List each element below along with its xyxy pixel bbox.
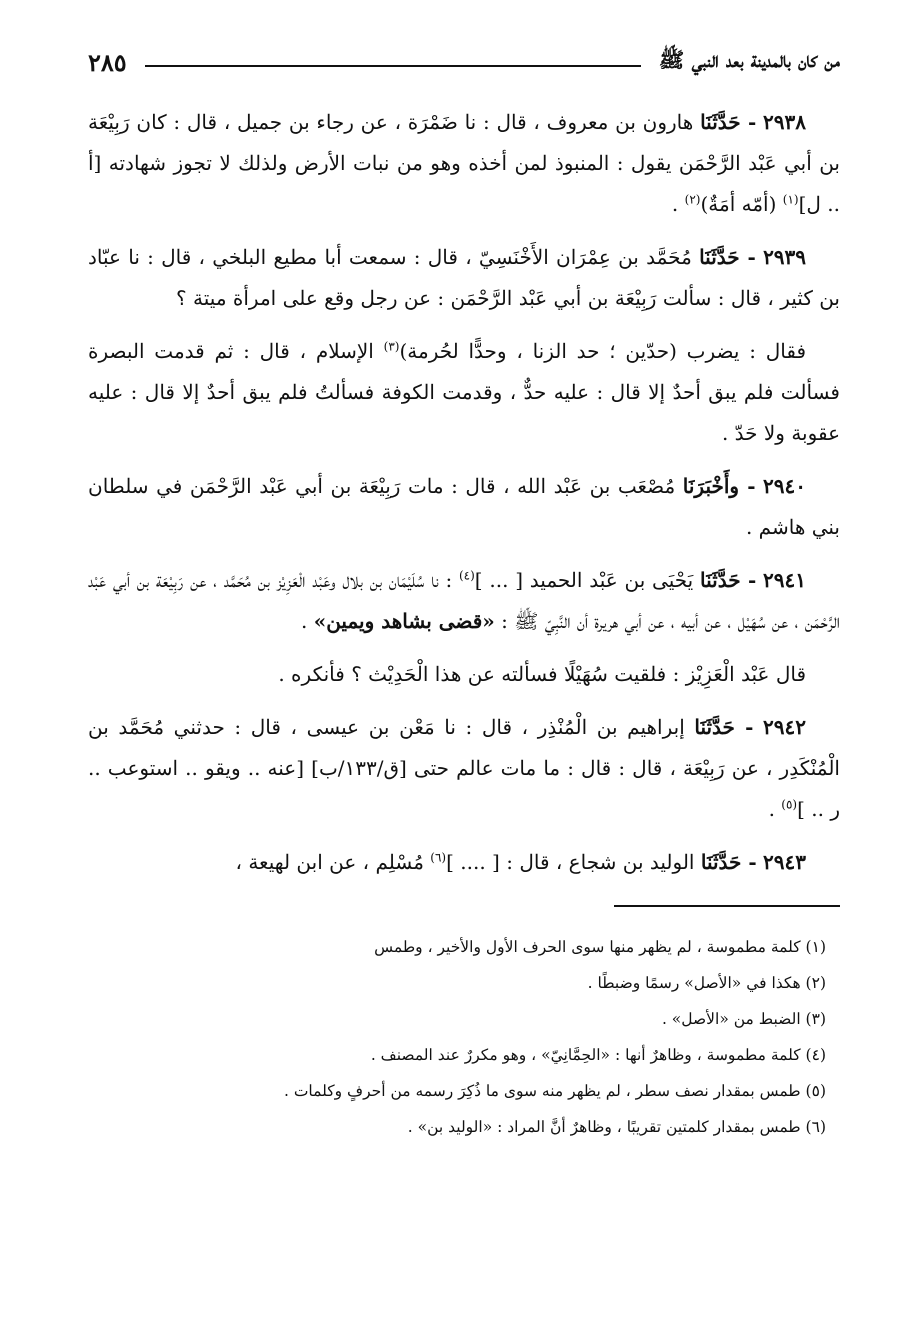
footnote-3: (٣) الضبط من «الأصل» .	[661, 1010, 826, 1028]
narration-keyword: حَدَّثَنَا	[700, 110, 741, 134]
hadith-text: قال عَبْد الْعَزِيْز : فلقيت سُهَيْلًا فسألته عن هذا الْحَدِيْث ؟ فأنكره .	[278, 662, 806, 686]
hadith-number: ٢٩٤٢	[763, 715, 807, 739]
hadith-text: إبراهيم بن الْمُنْذِر ، قال : نا مَعْن بن عيسى ، قال : حدثني مُحَمَّد بن الْمُنْكَدِر ، عن رَبِيْعَة ، قال : قال : ما مات عالم حتى [ق/١٣٣/ب] [عنه .. ويقو .. استوعب .. ر .. ]	[88, 715, 840, 821]
hadith-2939-continuation	[88, 331, 840, 454]
narration-keyword: حَدَّثَنَا	[700, 850, 742, 874]
hadith-text-end: .	[300, 609, 314, 633]
body-text	[88, 102, 840, 883]
header-rule	[145, 65, 641, 67]
hadith-2942: ٢٩٤٢ - حَدَّثَنَا إبراهيم بن الْمُنْذِر ، قال : نا مَعْن بن عيسى ، قال : حدثني مُحَمَّد بن الْمُنْكَدِر ، عن رَبِيْعَة ، قال : قال : ما مات عالم حتى [ق/١٣٣/ب] [عنه .. ويقو .. استوعب .. ر .. ]$^{(٥)}$ .	[88, 715, 840, 821]
hadith-2939: ٢٩٣٩ - حَدَّثَنَا مُحَمَّد بن عِمْرَان الأَخْنَسِيّ ، قال : سمعت أبا مطيع البلخي ، قال : نا عبّاد بن كثير ، قال : سألت رَبِيْعَة بن أبي عَبْد الرَّحْمَن : عن رجل وقع على امرأة ميتة ؟	[88, 245, 840, 310]
footnote-2: (٢) هكذا في «الأصل» رسمًا وضبطًا .	[587, 974, 826, 992]
hadith-text: فقال : يضرب (حدّين ؛ حد الزنا ، وحدًّا لحُرمة)	[399, 339, 807, 363]
footnote-ref: (٦)	[430, 850, 447, 865]
narrator-comment	[88, 654, 840, 695]
hadith-text-end: .	[768, 797, 782, 821]
page-number: ٢٨٥	[88, 47, 127, 77]
footnote-ref: (٢)	[684, 192, 701, 207]
footnote-6: (٦) طمس بمقدار كلمتين تقريبًا ، وظاهرٌ أنَّ المراد : «الوليد بن» .	[407, 1118, 826, 1136]
footnote-5: (٥) طمس بمقدار نصف سطر ، لم يظهر منه سوى ما ذُكِرَ رسمه من أحرفٍ وكلمات .	[283, 1082, 826, 1100]
prophetic-quote: «قضى بشاهد ويمين»	[313, 609, 495, 633]
narration-keyword: حَدَّثَنَا	[699, 245, 740, 269]
hadith-2943: ٢٩٤٣ - حَدَّثَنَا الوليد بن شجاع ، قال : [ .... ]$^{(٦)}$ مُسْلِم ، عن ابن لهيعة ،	[235, 850, 806, 874]
narration-keyword: حَدَّثَنَا	[700, 568, 741, 592]
hadith-2941: ٢٩٤١ - حَدَّثَنَا يَحْيَى بن عَبْد الحميد [ ... ]$^{(٤)}$ : نا سُلَيْمَان بن بلال وعَبْد الْعَزِيْز بن مُحَمَّد ، عن رَبِيْعَة بن أبي عَبْد الرَّحْمَن ، عن سُهَيْل ، عن أبيه ، عن أبي هريرة أن النَّبِيّ ﷺ : «قضى بشاهد ويمين» .	[88, 568, 840, 633]
footnote-ref: (٣)	[383, 339, 400, 354]
hadith-2938: ٢٩٣٨ - حَدَّثَنَا هارون بن معروف ، قال : نا ضَمْرَة ، عن رجاء بن جميل ، قال : كان رَبِيْعَة بن أبي عَبْد الرَّحْمَن يقول : المنبوذ لمن أخذه وهو من نبات الأرض ولذلك لا تجوز شهادته [أ .. ل]$^{(١)}$ (أمّه أمَةٌ)$^{(٢)}$ .	[88, 110, 840, 216]
hadith-number: ٢٩٤٣	[763, 850, 806, 874]
hadith-text-cont: : نا سُلَيْمَان بن بلال وعَبْد الْعَزِيْز بن مُحَمَّد ، عن رَبِيْعَة بن أبي عَبْد الرَّحْمَن ، عن سُهَيْل ، عن أبيه ، عن أبي هريرة أن النَّبِيّ ﷺ :	[88, 568, 840, 633]
hadith-text: الوليد بن شجاع ، قال : [ .... ]	[446, 850, 695, 874]
footnotes	[88, 929, 826, 1145]
narration-keyword: وأَخْبَرَنَا	[682, 474, 740, 498]
hadith-number: ٢٩٣٨	[763, 110, 807, 134]
hadith-text: مُحَمَّد بن عِمْرَان الأَخْنَسِيّ ، قال : سمعت أبا مطيع البلخي ، قال : نا عبّاد بن كثير ، قال : سألت رَبِيْعَة بن أبي عَبْد الرَّحْمَن : عن رجل وقع على امرأة ميتة ؟	[88, 245, 840, 310]
hadith-text: يَحْيَى بن عَبْد الحميد [ ... ]	[474, 568, 694, 592]
footnote-4: (٤) كلمة مطموسة ، وظاهرٌ أنها : «الحِمَّانِيّ» ، وهو مكررٌ عند المصنف .	[370, 1046, 826, 1064]
running-title: من كان بالمدينة بعد النبي ﷺ	[658, 46, 840, 72]
hadith-2940: ٢٩٤٠ - وأَخْبَرَنَا مُصْعَب بن عَبْد الله ، قال : مات رَبِيْعَة بن أبي عَبْد الرَّحْمَن في سلطان بني هاشم .	[88, 474, 840, 539]
hadith-text: مُصْعَب بن عَبْد الله ، قال : مات رَبِيْعَة بن أبي عَبْد الرَّحْمَن في سلطان بني هاشم .	[88, 474, 840, 539]
narration-keyword: حَدَّثَنَا	[694, 715, 735, 739]
hadith-text-cont: الإسلام ، قال : ثم قدمت البصرة فسألت فلم يبق أحدٌ إلا قال : عليه حدٌّ ، وقدمت الكوفة فسألتُ فلم يبق أحدٌ إلا قال : عليه عقوبة ولا حَدّ .	[88, 339, 840, 445]
footnote-ref: (٤)	[458, 568, 475, 583]
footnote-ref: (١)	[782, 192, 799, 207]
footnote-1: (١) كلمة مطموسة ، لم يظهر منها سوى الحرف الأول والأخير ، وطمس	[374, 938, 826, 956]
footnote-ref: (٥)	[781, 797, 798, 812]
footnote-separator	[614, 905, 840, 907]
hadith-number: ٢٩٤١	[763, 568, 807, 592]
hadith-text-cont: (أمّه أمَةٌ)	[700, 192, 783, 216]
hadith-text-end: .	[671, 192, 685, 216]
hadith-number: ٢٩٣٩	[763, 245, 807, 269]
hadith-number: ٢٩٤٠	[763, 474, 807, 498]
document-page	[88, 40, 840, 1320]
hadith-text: هارون بن معروف ، قال : نا ضَمْرَة ، عن رجاء بن جميل ، قال : كان رَبِيْعَة بن أبي عَبْد الرَّحْمَن يقول : المنبوذ لمن أخذه وهو من نبات الأرض ولذلك لا تجوز شهادته [أ .. ل]	[88, 110, 840, 216]
hadith-text-end: مُسْلِم ، عن ابن لهيعة ،	[235, 850, 431, 874]
running-header	[88, 40, 840, 84]
